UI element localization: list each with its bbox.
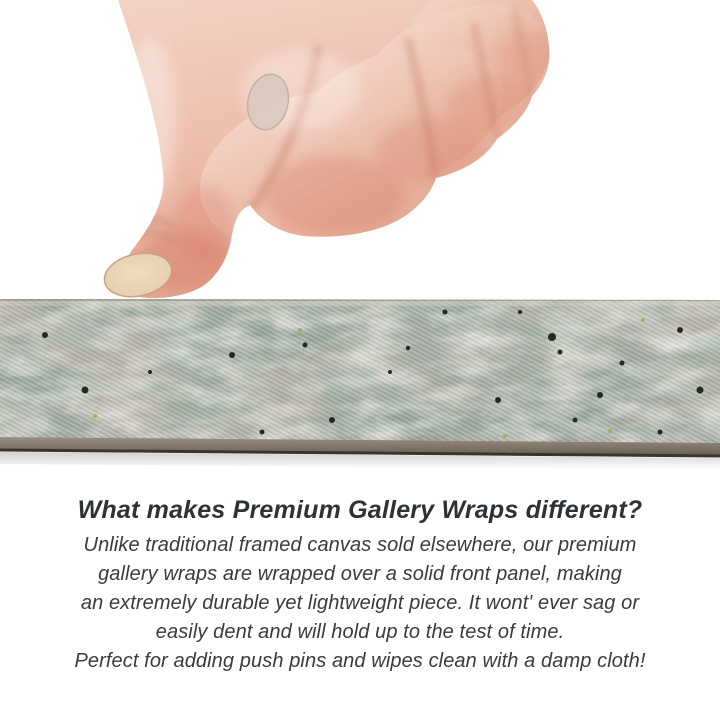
canvas-front-texture (0, 296, 720, 446)
speckle (229, 352, 235, 358)
speckle (597, 392, 603, 398)
speckle (677, 327, 683, 333)
headline: What makes Premium Gallery Wraps different? (77, 496, 643, 524)
speckle (518, 310, 522, 314)
speckle (406, 346, 410, 350)
speckle (260, 430, 265, 435)
canvas-edge-photo (0, 296, 720, 476)
hand-photo (0, 0, 720, 300)
body-line: easily dent and will hold up to the test of time. (155, 621, 565, 643)
speckle (303, 343, 308, 348)
speckle (42, 332, 48, 338)
body-line: Unlike traditional framed canvas sold elsewhere, our premium (83, 534, 637, 556)
speckle (548, 333, 556, 341)
speckle (93, 414, 97, 418)
body-line: gallery wraps are wrapped over a solid front panel, making (98, 563, 622, 585)
body-line: Perfect for adding push pins and wipes clean with a damp cloth! (74, 650, 646, 672)
speckle (620, 361, 625, 366)
speckle (697, 387, 704, 394)
speckle (298, 328, 302, 332)
speckle (573, 418, 578, 423)
text-block (0, 496, 720, 676)
speckle (82, 387, 89, 394)
speckle (443, 310, 448, 315)
speckle (329, 417, 335, 423)
speckle (503, 434, 507, 438)
speckle (641, 318, 645, 322)
speckle (495, 397, 501, 403)
speckle (608, 429, 612, 433)
body-line: an extremely durable yet lightweight piece. It wont' ever sag or (80, 592, 640, 614)
speckle (388, 370, 392, 374)
speckle (558, 350, 563, 355)
speckle (148, 370, 152, 374)
speckle (658, 430, 663, 435)
